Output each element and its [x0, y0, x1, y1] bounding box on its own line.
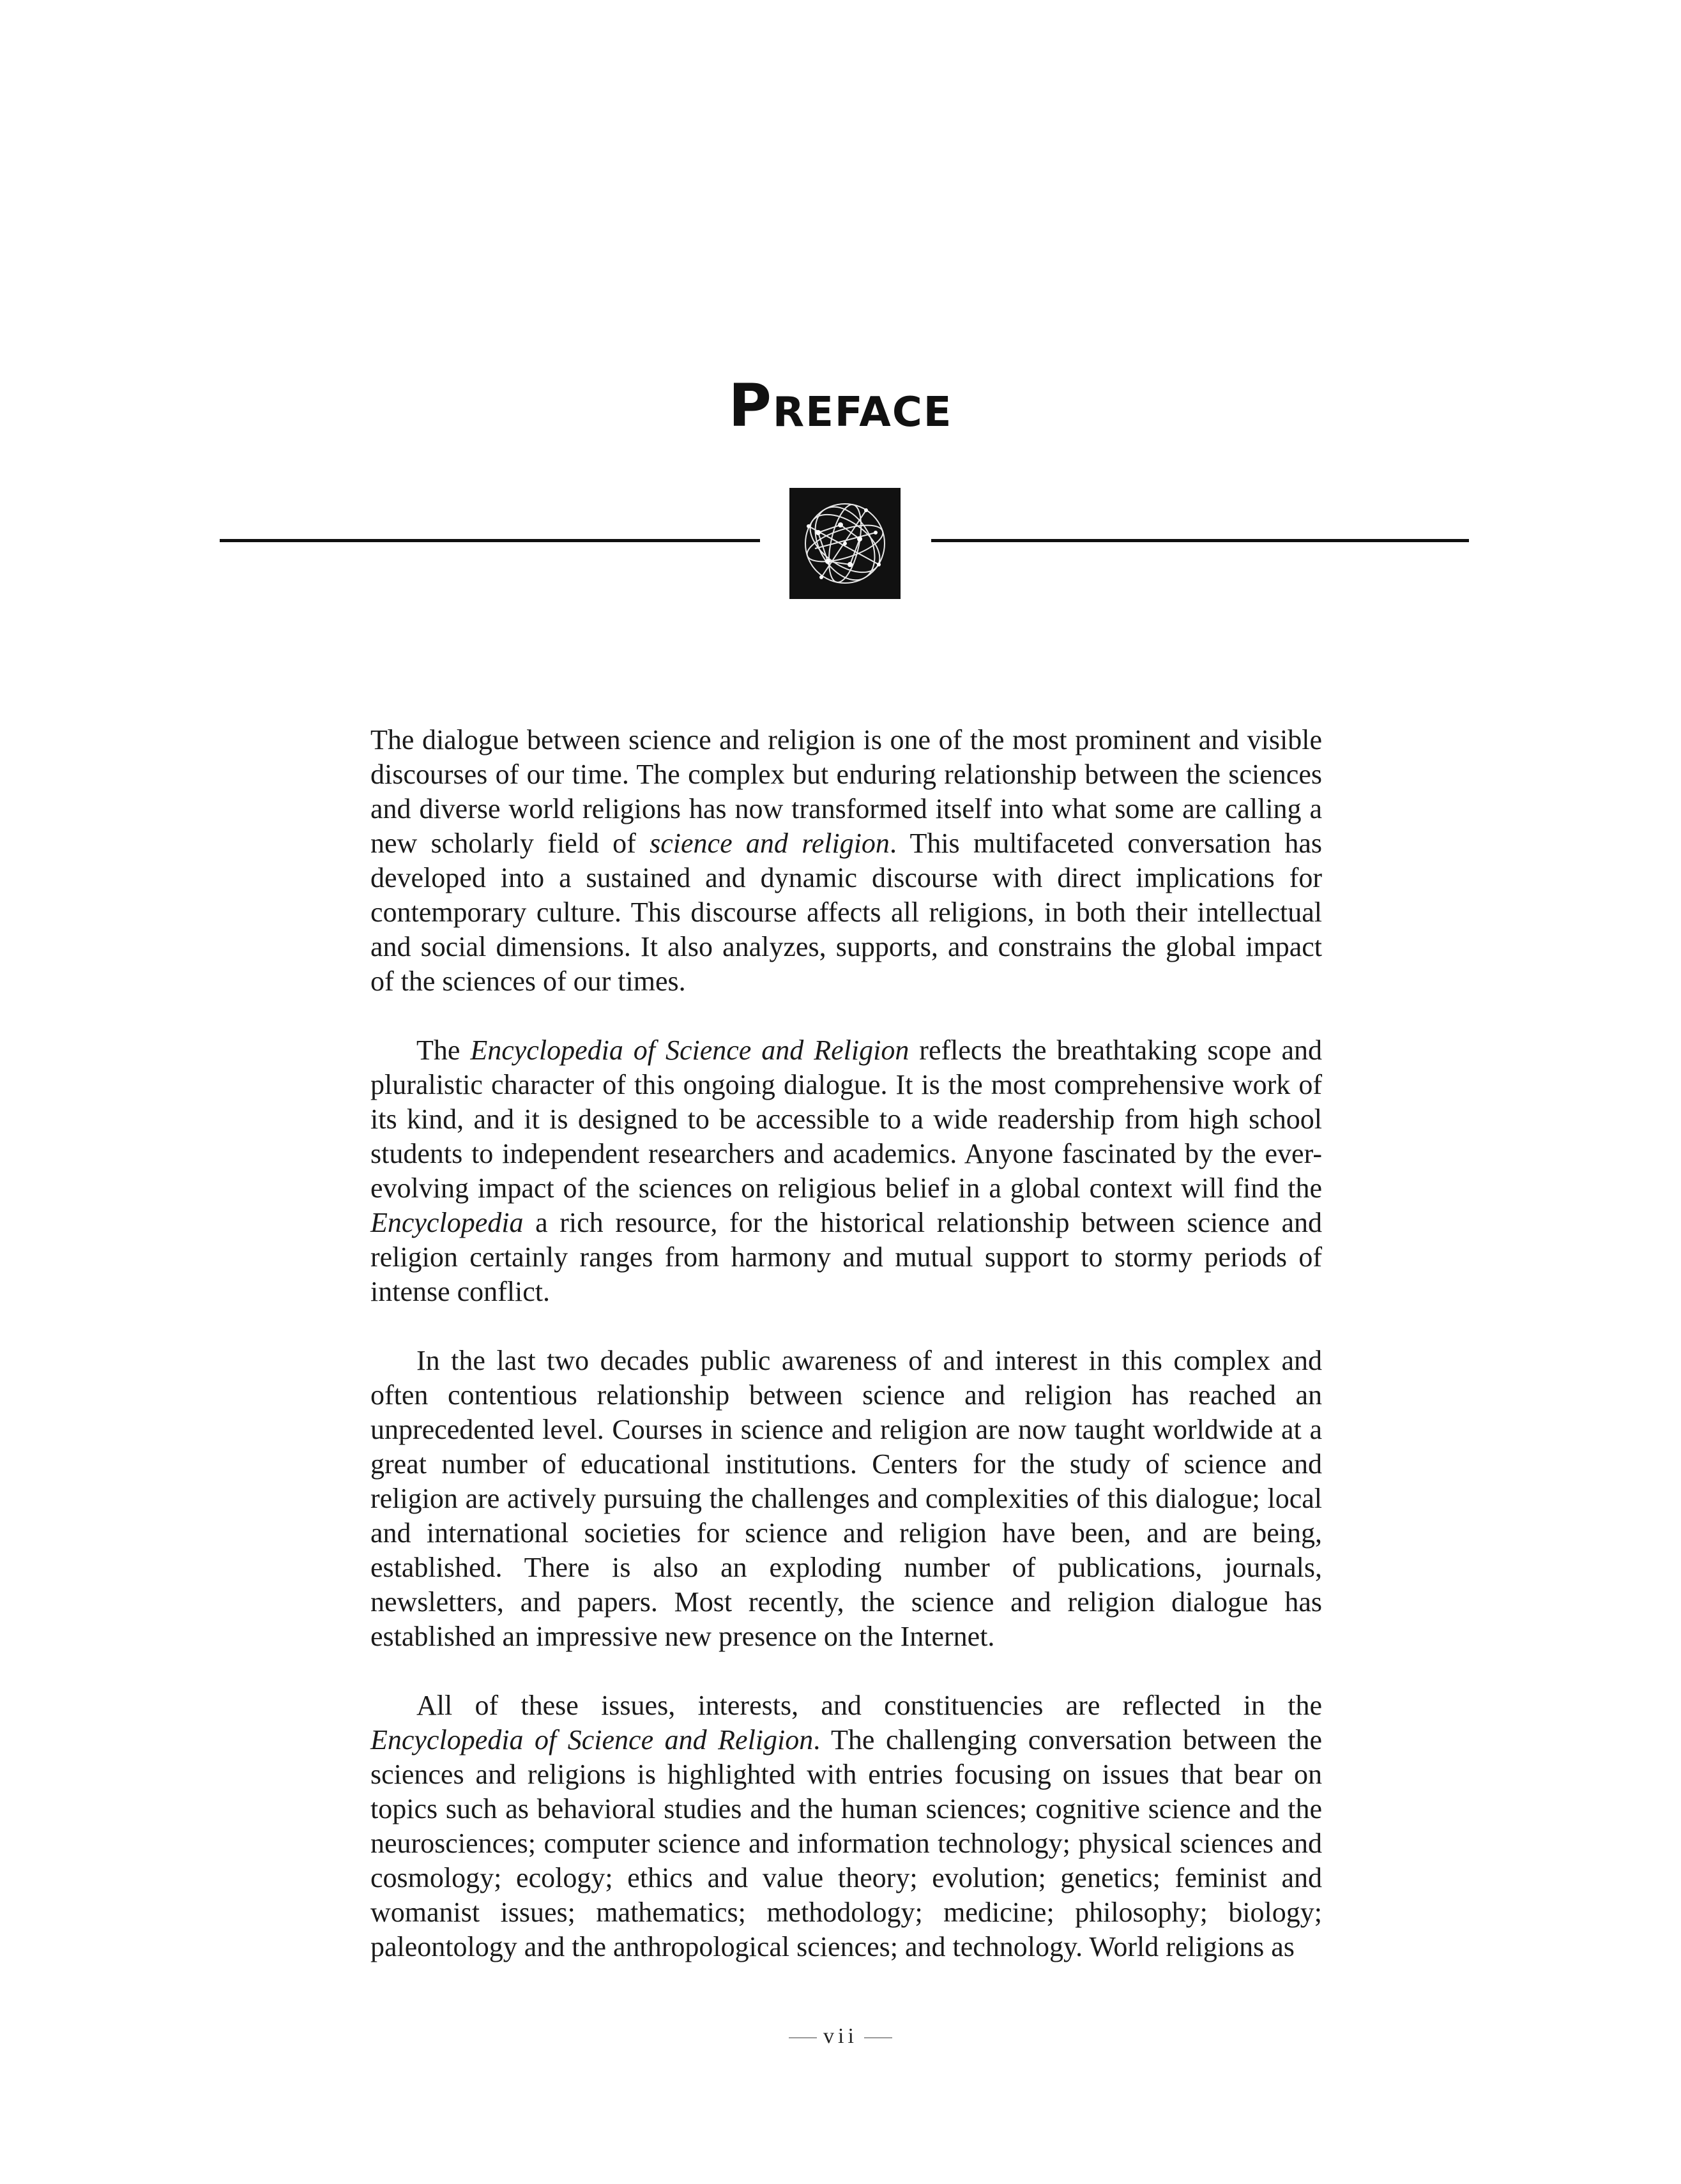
body-text: [370, 723, 1322, 1964]
text-run: . The challenging conversation between the sciences and religions is highlighted with entries focusing on issues that bear on topics such as behavioral studies and the human sciences; cognitive science and the neurosciences; computer science and information technology; physical sciences and cosmology; ecology; ethics and value theory; evolution; genetics; feminist and womanist issues; mathematics; methodology; medicine; philosophy; biology; paleontology and the anthropological sciences; and technology. World religions as: [370, 1724, 1323, 1962]
text-run: The dialogue between science and religion is one of the most prominent and visible discourses of our time. The complex but enduring relationship between the sciences and diverse world religions has now transformed itself into what some are calling a new scholarly field of: [370, 724, 1322, 859]
folio-dash-left: [789, 2037, 817, 2038]
italic-text-run: science and religion: [650, 828, 890, 859]
paragraph: [370, 1344, 1322, 1654]
text-run: In the last two decades public awareness of and interest in this complex and often contentious relationship between science and religion has reached an unprecedented level. Courses in science and religion are now taught worldwide at a great number of educational institutions. Centers for the study of science and religion are actively pursuing the challenges and complexities of this dialogue; local and international societies for science and religion have been, and are being, established. There is also an exploding number of publications, journals, newsletters, and papers. Most recently, the science and religion dialogue has established an impressive new presence on the Internet.: [370, 1345, 1322, 1652]
text-run: . This multifaceted conversation has developed into a sustained and dynamic discourse with direct implications for contemporary culture. This discourse affects all religions, in both their intellectual and social dimensions. It also analyzes, supports, and constrains the global impact of the sciences of our times.: [370, 828, 1322, 997]
title-rule-left: [220, 539, 760, 542]
page-title: Preface: [728, 372, 953, 440]
text-run: reflects the breathtaking scope and pluralistic character of this ongoing dialogue. It is the most comprehensive work of its kind, and it is designed to be accessible to a wide readership from high school students to independent researchers and academics. Anyone fascinated by the ever-evolving impact of the sciences on religious belief in a global context will find the: [370, 1035, 1322, 1204]
paragraph: [370, 1688, 1322, 1964]
text-run: The: [416, 1035, 471, 1066]
armillary-sphere-icon: [789, 488, 901, 599]
text-run: All of these issues, interests, and constituencies are reflected in the: [416, 1690, 1322, 1721]
paragraph: [370, 723, 1322, 999]
folio-number: vii: [823, 2024, 858, 2048]
italic-text-run: Encyclopedia of Science and Religion: [370, 1724, 814, 1756]
paragraph: [370, 1033, 1322, 1309]
page-number: [0, 2024, 1681, 2049]
italic-text-run: Encyclopedia of Science and Religion: [470, 1035, 909, 1066]
title-rule-right: [931, 539, 1469, 542]
italic-text-run: Encyclopedia: [370, 1207, 524, 1238]
folio-dash-right: [864, 2037, 892, 2038]
text-run: a rich resource, for the historical relationship between science and religion certainly ranges from harmony and mutual support to stormy periods of intense conflict.: [370, 1207, 1322, 1307]
